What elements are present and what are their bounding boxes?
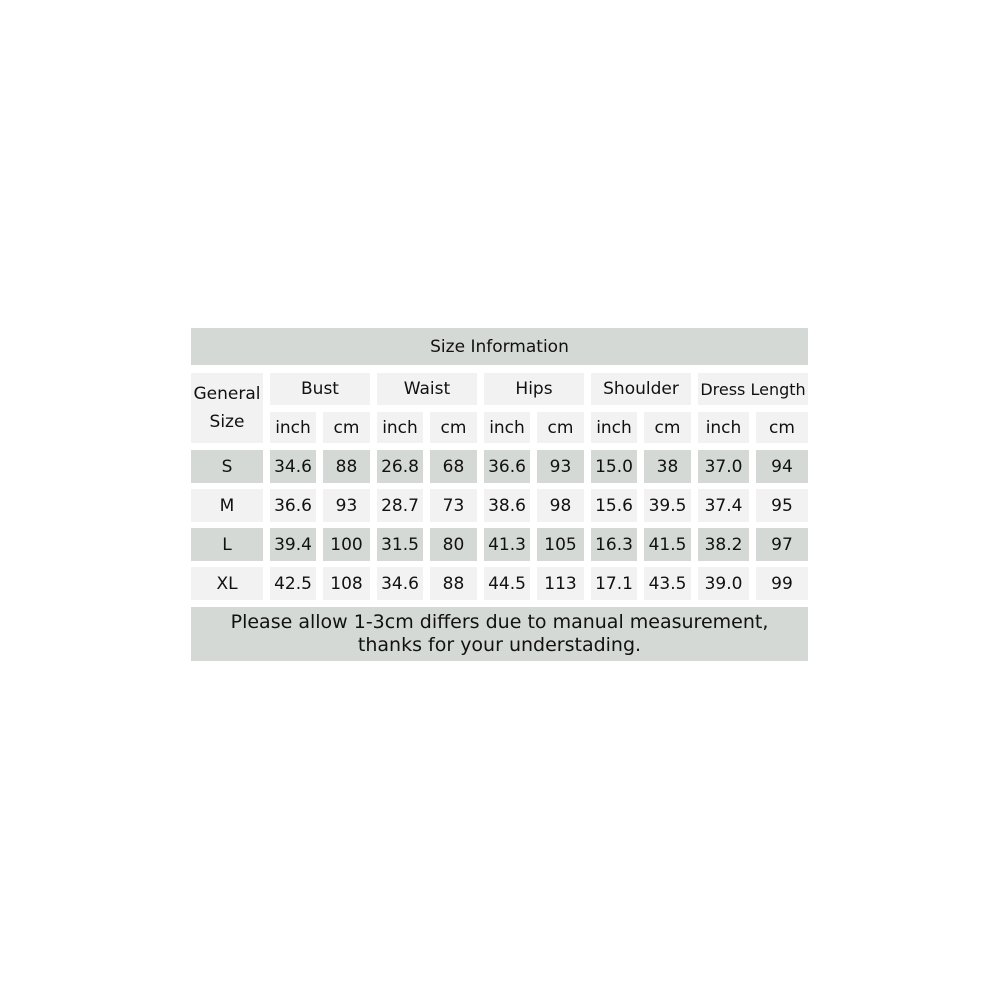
value-l-bust-cm: 100: [323, 528, 370, 561]
value-l-dress-length-cm: 97: [756, 528, 808, 561]
value-s-dress-length-inch: 37.0: [698, 450, 749, 483]
value-xl-waist-cm: 88: [430, 567, 477, 600]
measurement-note: [191, 607, 808, 661]
group-header-shoulder: Shoulder: [591, 373, 691, 405]
general-size-header: [191, 373, 263, 443]
value-s-hips-inch: 36.6: [484, 450, 530, 483]
size-label-xl: XL: [191, 567, 263, 600]
value-m-bust-cm: 93: [323, 489, 370, 522]
value-l-hips-cm: 105: [537, 528, 584, 561]
chart-title: Size Information: [191, 328, 808, 365]
unit-waist-inch: inch: [377, 412, 423, 443]
value-l-hips-inch: 41.3: [484, 528, 530, 561]
unit-shoulder-inch: inch: [591, 412, 637, 443]
unit-shoulder-cm: cm: [644, 412, 691, 443]
value-s-bust-cm: 88: [323, 450, 370, 483]
value-m-hips-cm: 98: [537, 489, 584, 522]
size-label-s: S: [191, 450, 263, 483]
value-l-shoulder-cm: 41.5: [644, 528, 691, 561]
value-l-waist-inch: 31.5: [377, 528, 423, 561]
value-xl-hips-inch: 44.5: [484, 567, 530, 600]
value-xl-bust-inch: 42.5: [270, 567, 316, 600]
unit-waist-cm: cm: [430, 412, 477, 443]
value-xl-dress-length-inch: 39.0: [698, 567, 749, 600]
value-l-dress-length-inch: 38.2: [698, 528, 749, 561]
general-size-label-line1: General: [193, 384, 261, 404]
value-xl-waist-inch: 34.6: [377, 567, 423, 600]
value-l-waist-cm: 80: [430, 528, 477, 561]
group-header-hips: Hips: [484, 373, 584, 405]
group-header-dress-length: Dress Length: [698, 373, 808, 405]
group-header-waist: Waist: [377, 373, 477, 405]
unit-bust-inch: inch: [270, 412, 316, 443]
value-m-dress-length-inch: 37.4: [698, 489, 749, 522]
general-size-label-line2: Size: [209, 412, 245, 432]
note-line-2: thanks for your understading.: [357, 634, 642, 656]
value-xl-shoulder-inch: 17.1: [591, 567, 637, 600]
value-m-waist-cm: 73: [430, 489, 477, 522]
value-m-shoulder-inch: 15.6: [591, 489, 637, 522]
value-xl-dress-length-cm: 99: [756, 567, 808, 600]
value-l-shoulder-inch: 16.3: [591, 528, 637, 561]
note-line-1: Please allow 1-3cm differs due to manual measurement,: [230, 611, 769, 633]
value-s-hips-cm: 93: [537, 450, 584, 483]
value-s-shoulder-cm: 38: [644, 450, 691, 483]
value-m-bust-inch: 36.6: [270, 489, 316, 522]
value-xl-shoulder-cm: 43.5: [644, 567, 691, 600]
unit-bust-cm: cm: [323, 412, 370, 443]
value-m-waist-inch: 28.7: [377, 489, 423, 522]
group-header-bust: Bust: [270, 373, 370, 405]
size-label-l: L: [191, 528, 263, 561]
value-s-shoulder-inch: 15.0: [591, 450, 637, 483]
value-m-shoulder-cm: 39.5: [644, 489, 691, 522]
value-s-bust-inch: 34.6: [270, 450, 316, 483]
value-l-bust-inch: 39.4: [270, 528, 316, 561]
value-s-waist-cm: 68: [430, 450, 477, 483]
value-m-hips-inch: 38.6: [484, 489, 530, 522]
unit-dress-inch: inch: [698, 412, 749, 443]
value-xl-bust-cm: 108: [323, 567, 370, 600]
unit-hips-cm: cm: [537, 412, 584, 443]
value-xl-hips-cm: 113: [537, 567, 584, 600]
value-s-waist-inch: 26.8: [377, 450, 423, 483]
value-m-dress-length-cm: 95: [756, 489, 808, 522]
value-s-dress-length-cm: 94: [756, 450, 808, 483]
unit-hips-inch: inch: [484, 412, 530, 443]
unit-dress-cm: cm: [756, 412, 808, 443]
size-label-m: M: [191, 489, 263, 522]
